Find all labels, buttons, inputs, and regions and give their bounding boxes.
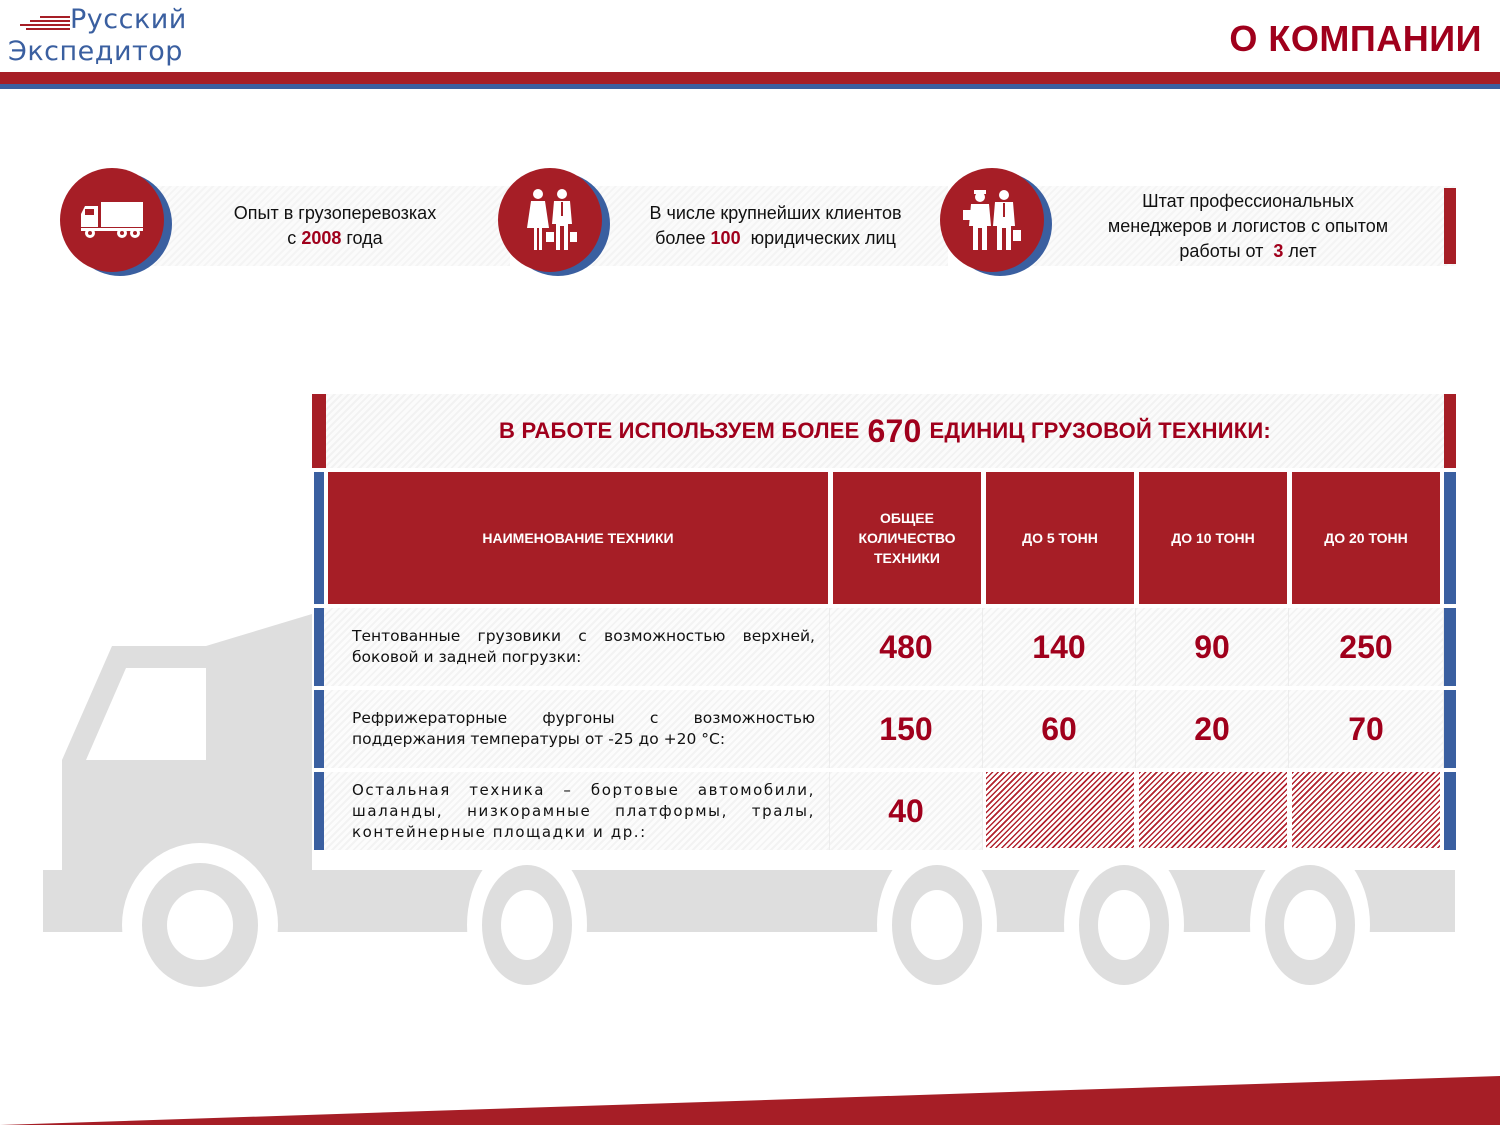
speed-lines-icon xyxy=(18,14,70,30)
staff-icon xyxy=(963,188,1021,252)
title-prefix: В РАБОТЕ ИСПОЛЬЗУЕМ БОЛЕЕ xyxy=(499,418,860,443)
stat-highlight-clients: 100 xyxy=(710,228,741,248)
stat-line: Штат профессиональных xyxy=(1142,190,1354,211)
stat-highlight-years: 3 xyxy=(1273,240,1284,261)
footer-red-wedge xyxy=(0,1070,1500,1125)
row-total: 150 xyxy=(830,690,983,768)
fleet-total-number: 670 xyxy=(867,412,922,449)
logo-text-line1: Русский xyxy=(70,4,187,35)
fleet-table-title xyxy=(312,394,1456,468)
table-row xyxy=(312,772,1456,850)
stat-text-part: лет xyxy=(1283,240,1317,261)
row-to10: 90 xyxy=(1136,608,1289,686)
stat-line xyxy=(1108,239,1388,264)
stat-card-staff xyxy=(940,168,1456,272)
logo-text-line2: Экспедитор xyxy=(8,36,183,67)
header-divider-blue xyxy=(0,84,1500,89)
title-bar-right xyxy=(1444,394,1456,468)
row-vehicle-name: Рефрижераторные фургоны с возможностью поддержания температуры от -25 до +20 °С: xyxy=(324,690,830,768)
clients-icon xyxy=(522,188,578,252)
row-side-bar-left xyxy=(314,772,324,850)
table-row xyxy=(312,690,1456,768)
row-side-bar-right xyxy=(1444,608,1456,686)
table-header-row xyxy=(312,472,1456,604)
stat-line: Опыт в грузоперевозках xyxy=(233,203,437,223)
stat-text xyxy=(1060,186,1436,266)
row-total: 40 xyxy=(830,772,983,850)
stat-text xyxy=(180,186,490,266)
column-header-to10: ДО 10 ТОНН xyxy=(1139,472,1287,604)
title-bar-left xyxy=(312,394,326,468)
row-vehicle-name: Остальная техника – бортовые автомобили, шаланды, низкорамные платформы, тралы, контейнерные площадки и др.: xyxy=(324,772,830,850)
column-header-name: НАИМЕНОВАНИЕ ТЕХНИКИ xyxy=(328,472,828,604)
stat-text-part: работы от xyxy=(1179,240,1274,261)
stat-text xyxy=(618,186,933,266)
stat-icon-circle xyxy=(940,168,1044,272)
stat-end-bar xyxy=(1444,188,1456,264)
stat-text-part: года xyxy=(341,228,383,248)
row-total: 480 xyxy=(830,608,983,686)
stat-line: В числе крупнейших клиентов xyxy=(649,203,902,223)
page-title: О КОМПАНИИ xyxy=(1229,18,1482,59)
column-header-to5: ДО 5 ТОНН xyxy=(986,472,1134,604)
stat-icon-circle xyxy=(498,168,602,272)
row-side-bar-left xyxy=(314,608,324,686)
stat-card-clients xyxy=(498,168,948,272)
stat-line xyxy=(649,226,901,251)
stat-highlight-year: 2008 xyxy=(301,228,342,248)
row-side-bar-right xyxy=(1444,690,1456,768)
stat-text-part: с xyxy=(287,228,302,248)
stat-line: менеджеров и логистов с опытом xyxy=(1107,215,1389,236)
stat-card-experience xyxy=(60,168,510,272)
row-to10-not-applicable xyxy=(1139,772,1287,848)
column-header-to20: ДО 20 ТОНН xyxy=(1292,472,1440,604)
row-to5-not-applicable xyxy=(986,772,1134,848)
fleet-title-text xyxy=(326,394,1444,468)
row-to5: 60 xyxy=(983,690,1136,768)
table-row xyxy=(312,608,1456,686)
header-divider-red xyxy=(0,72,1500,84)
row-vehicle-name: Тентованные грузовики с возможностью верхней, боковой и задней погрузки: xyxy=(324,608,830,686)
truck-icon xyxy=(79,200,145,240)
row-side-bar-right xyxy=(1444,472,1456,604)
row-side-bar-right xyxy=(1444,772,1456,850)
stat-line xyxy=(234,226,436,251)
row-to20-not-applicable xyxy=(1292,772,1440,848)
row-to10: 20 xyxy=(1136,690,1289,768)
row-to5: 140 xyxy=(983,608,1136,686)
stat-text-part: юридических лиц xyxy=(740,228,896,248)
row-to20: 250 xyxy=(1289,608,1444,686)
row-side-bar-left xyxy=(314,472,324,604)
company-logo[interactable] xyxy=(8,4,208,70)
column-header-total: ОБЩЕЕ КОЛИЧЕСТВО ТЕХНИКИ xyxy=(833,472,981,604)
stat-text-part: более xyxy=(655,228,711,248)
title-suffix: ЕДИНИЦ ГРУЗОВОЙ ТЕХНИКИ: xyxy=(929,418,1271,443)
stat-icon-circle xyxy=(60,168,164,272)
row-to20: 70 xyxy=(1289,690,1444,768)
row-side-bar-left xyxy=(314,690,324,768)
